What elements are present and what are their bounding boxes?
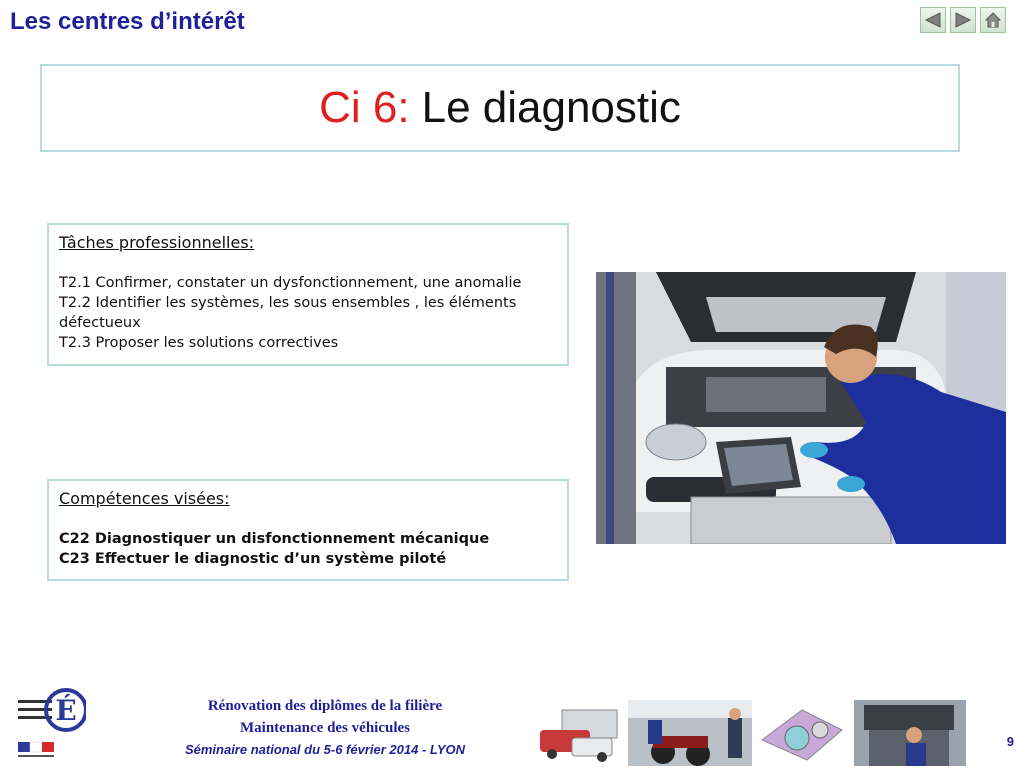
- competences-heading: Compétences visées:: [59, 489, 230, 508]
- footer-line-3: Séminaire national du 5-6 février 2014 - LYON: [184, 742, 466, 757]
- slide-title: Le diagnostic: [421, 83, 681, 132]
- footer-line-1: Rénovation des diplômes de la filière: [207, 698, 443, 714]
- header-title: Les centres d’intérêt: [10, 8, 245, 35]
- list-item: T2.3 Proposer les solutions correctives: [59, 335, 339, 351]
- competences-visees-box: [47, 479, 569, 581]
- list-item: T2.1 Confirmer, constater un dysfonctionnement, une anomalie: [59, 275, 522, 291]
- footer-thumbnail-engine-cad: [752, 700, 848, 766]
- arrow-right-icon: [954, 12, 972, 28]
- arrow-left-icon: [924, 12, 942, 28]
- prev-slide-button[interactable]: [920, 7, 946, 33]
- footer-text: [150, 695, 500, 761]
- svg-text:É: É: [55, 694, 77, 727]
- slide-navigation: [920, 7, 1006, 33]
- home-icon: [984, 11, 1002, 29]
- footer-thumbnail-workshop: [628, 700, 752, 766]
- mechanic-diagnostic-photo: [596, 272, 1006, 544]
- slide-title-prefix: Ci 6:: [319, 83, 410, 132]
- slide-title-box: [40, 64, 960, 152]
- ministry-education-logo: [16, 680, 86, 762]
- next-slide-button[interactable]: [950, 7, 976, 33]
- footer-thumbnail-mechanic: [854, 700, 966, 766]
- footer-thumbnail-vehicles: [532, 700, 622, 766]
- taches-professionnelles-box: [47, 223, 569, 366]
- list-item: T2.2 Identifier les systèmes, les sous ensembles , les éléments défectueux: [59, 295, 517, 331]
- footer-line-2: Maintenance des véhicules: [240, 720, 410, 736]
- list-item: C23 Effectuer le diagnostic d’un système piloté: [59, 551, 447, 567]
- list-item: C22 Diagnostiquer un disfonctionnement mécanique: [59, 531, 490, 547]
- home-button[interactable]: [980, 7, 1006, 33]
- taches-heading: Tâches professionnelles:: [59, 233, 255, 252]
- page-number: 9: [1006, 734, 1014, 749]
